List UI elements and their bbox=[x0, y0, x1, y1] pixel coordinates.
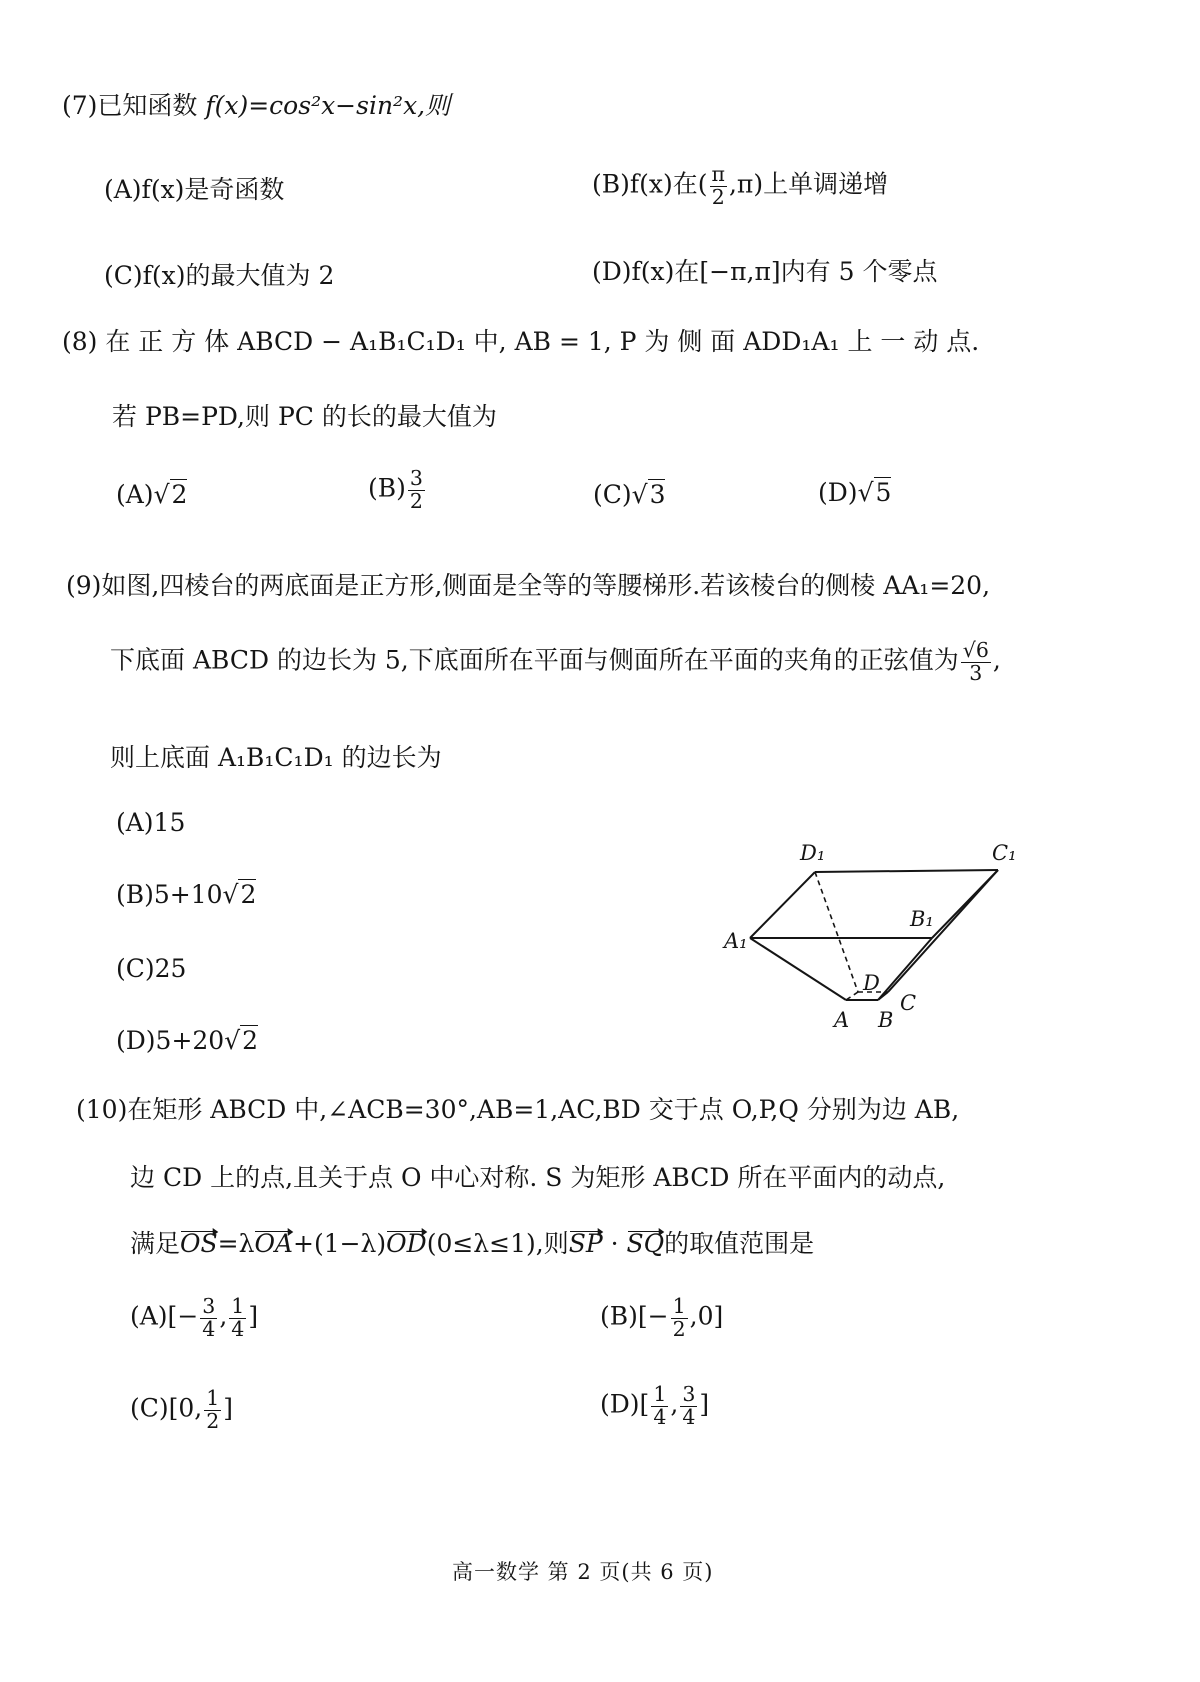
q10-option-a-f2-num: 1 bbox=[231, 1294, 245, 1318]
q9-line-1: (9)如图,四棱台的两底面是正方形,侧面是全等的等腰梯形.若该棱台的侧棱 AA₁=20, bbox=[66, 571, 991, 600]
q10-option-c-fraction bbox=[204, 1388, 221, 1432]
q7-function: f(x)=cos²x−sin²x,则 bbox=[205, 91, 451, 120]
q10-option-d-f2-den: 4 bbox=[682, 1404, 696, 1429]
q10-option-c-prefix: (C)[0, bbox=[130, 1393, 203, 1423]
q7-option-d: (D)f(x)在[−π,π]内有 5 个零点 bbox=[592, 257, 938, 286]
q8-option-a-radicand: 2 bbox=[171, 480, 188, 509]
q10-option-b bbox=[600, 1296, 723, 1340]
q10-option-c-f1-den: 2 bbox=[206, 1408, 220, 1433]
q8-option-a: (A)√2 bbox=[116, 480, 188, 509]
q10-option-d-f1-den: 4 bbox=[653, 1404, 667, 1429]
q7-option-b-prefix: (B)f(x)在( bbox=[592, 169, 708, 199]
q7-option-b-numerator: π bbox=[711, 162, 725, 186]
q9-option-b-prefix: (B)5+10 bbox=[116, 880, 223, 909]
q10-line-1: (10)在矩形 ABCD 中,∠ACB=30°,AB=1,AC,BD 交于点 O,P,Q 分别为边 AB, bbox=[76, 1095, 960, 1124]
q10-eq-part-2: +(1−λ) bbox=[293, 1229, 387, 1258]
q10-option-d-f2-num: 3 bbox=[682, 1382, 696, 1406]
q10-option-a-prefix: (A)[− bbox=[130, 1301, 199, 1331]
q9-frustum-figure bbox=[720, 830, 1050, 1055]
q8-option-c-label: (C) bbox=[593, 480, 632, 509]
q9-option-b: (B)5+10√2 bbox=[116, 880, 257, 909]
q8-option-b-numerator: 3 bbox=[409, 466, 423, 490]
q8-option-d-label: (D) bbox=[818, 478, 858, 507]
edge-d-a-hidden bbox=[846, 992, 858, 1000]
q8-option-b-denominator: 2 bbox=[409, 488, 423, 513]
edge-d1-c1 bbox=[815, 870, 998, 872]
q8-option-a-label: (A) bbox=[116, 480, 154, 509]
q8-option-b-fraction bbox=[408, 468, 425, 512]
vector-sp: SP bbox=[568, 1229, 603, 1258]
q7-option-b-fraction bbox=[710, 164, 727, 208]
q10-option-b-suffix: ,0] bbox=[689, 1301, 724, 1331]
q10-option-a-f1-den: 4 bbox=[202, 1316, 216, 1341]
q10-eq-part-4: 的取值范围是 bbox=[664, 1229, 815, 1258]
vector-oa: OA bbox=[254, 1229, 293, 1258]
label-a1: A₁ bbox=[724, 929, 748, 953]
edge-c1-c bbox=[888, 870, 998, 992]
q8-option-c: (C)√3 bbox=[593, 480, 666, 509]
page-footer: 高一数学 第 2 页(共 6 页) bbox=[452, 1560, 714, 1584]
q9-sine-fraction bbox=[961, 640, 991, 684]
q7-stem-prefix: (7)已知函数 bbox=[62, 91, 198, 120]
q9-option-a: (A)15 bbox=[116, 808, 186, 837]
label-b: B bbox=[878, 1008, 894, 1032]
q8-line-2: 若 PB=PD,则 PC 的长的最大值为 bbox=[112, 402, 497, 431]
q10-option-d-fraction-1 bbox=[651, 1384, 668, 1428]
q10-option-a-f1-num: 3 bbox=[202, 1294, 216, 1318]
label-c: C bbox=[900, 991, 917, 1015]
q10-eq-part-1: =λ bbox=[217, 1229, 255, 1258]
q9-option-d-radicand: 2 bbox=[242, 1026, 259, 1055]
label-d: D bbox=[863, 971, 880, 995]
q10-option-a: (A)[− $\frac{3}{4}$ , $\frac{1}{4}$ ] bbox=[130, 1294, 259, 1341]
q10-option-a-f2-den: 4 bbox=[231, 1316, 245, 1341]
q10-option-b-f1-num: 1 bbox=[672, 1294, 686, 1318]
q9-option-b-radicand: 2 bbox=[240, 880, 257, 909]
q9-line-3: 则上底面 A₁B₁C₁D₁ 的边长为 bbox=[110, 743, 442, 772]
q9-option-d: (D)5+20√2 bbox=[116, 1026, 259, 1055]
vector-sq: SQ bbox=[626, 1229, 665, 1258]
q7-option-c: (C)f(x)的最大值为 2 bbox=[104, 261, 335, 290]
q10-line-2: 边 CD 上的点,且关于点 O 中心对称. S 为矩形 ABCD 所在平面内的动点, bbox=[130, 1163, 946, 1192]
q7-option-b-denominator: 2 bbox=[711, 184, 725, 209]
q10-option-d: (D)[ $\frac{1}{4}$ , $\frac{3}{4}$ ] bbox=[600, 1382, 710, 1429]
vector-od: OD bbox=[386, 1229, 427, 1258]
edge-d1-d-hidden bbox=[815, 872, 858, 992]
q10-option-d-f1-num: 1 bbox=[653, 1382, 667, 1406]
q10-dot-product: · bbox=[602, 1229, 627, 1258]
q9-option-d-prefix: (D)5+20 bbox=[116, 1026, 225, 1055]
q10-eq-part-3: (0≤λ≤1),则 bbox=[426, 1229, 569, 1258]
label-a: A bbox=[834, 1008, 850, 1032]
q8-option-d-radicand: 5 bbox=[875, 478, 892, 507]
q7-option-b bbox=[592, 164, 888, 208]
q10-line-3-prefix: 满足 bbox=[130, 1229, 181, 1258]
q10-line-3 bbox=[130, 1224, 814, 1260]
q8-line-1: (8) 在 正 方 体 ABCD − A₁B₁C₁D₁ 中, AB = 1, P 为 侧 面 ADD₁A₁ 上 一 动 点. bbox=[62, 327, 980, 356]
q7-stem bbox=[62, 86, 450, 122]
q10-option-c-f1-num: 1 bbox=[206, 1386, 220, 1410]
label-d1: D₁ bbox=[800, 841, 826, 865]
q10-option-b-fraction bbox=[671, 1296, 688, 1340]
q7-option-a: (A)f(x)是奇函数 bbox=[104, 175, 285, 204]
label-b1: B₁ bbox=[910, 907, 934, 931]
q9-sine-numerator: √6 bbox=[962, 638, 989, 662]
q10-option-a-fraction-1 bbox=[200, 1296, 217, 1340]
q10-option-b-f1-den: 2 bbox=[672, 1316, 686, 1341]
q10-option-c: (C)[0, $\frac{1}{2}$ ] bbox=[130, 1386, 234, 1433]
q8-option-b bbox=[368, 468, 427, 512]
q9-option-c: (C)25 bbox=[116, 954, 187, 983]
q8-option-d: (D)√5 bbox=[818, 478, 892, 507]
q10-option-b-prefix: (B)[− bbox=[600, 1301, 669, 1331]
q9-sine-denominator: 3 bbox=[969, 660, 983, 685]
q10-option-a-fraction-2 bbox=[229, 1296, 246, 1340]
q7-option-b-suffix: ,π)上单调递增 bbox=[728, 169, 889, 199]
q8-option-c-radicand: 3 bbox=[649, 480, 666, 509]
label-c1: C₁ bbox=[992, 841, 1017, 865]
edge-d1-a1 bbox=[750, 872, 815, 938]
q9-line-2 bbox=[110, 640, 1001, 684]
q10-option-d-prefix: (D)[ bbox=[600, 1389, 650, 1419]
q9-line-2-comma: , bbox=[992, 645, 1001, 675]
vector-os: OS bbox=[180, 1229, 218, 1258]
q10-option-d-fraction-2 bbox=[680, 1384, 697, 1428]
edge-a1-a bbox=[750, 938, 846, 1000]
q8-option-b-label: (B) bbox=[368, 473, 406, 503]
q9-line-2-text: 下底面 ABCD 的边长为 5,下底面所在平面与侧面所在平面的夹角的正弦值为 bbox=[110, 645, 959, 675]
